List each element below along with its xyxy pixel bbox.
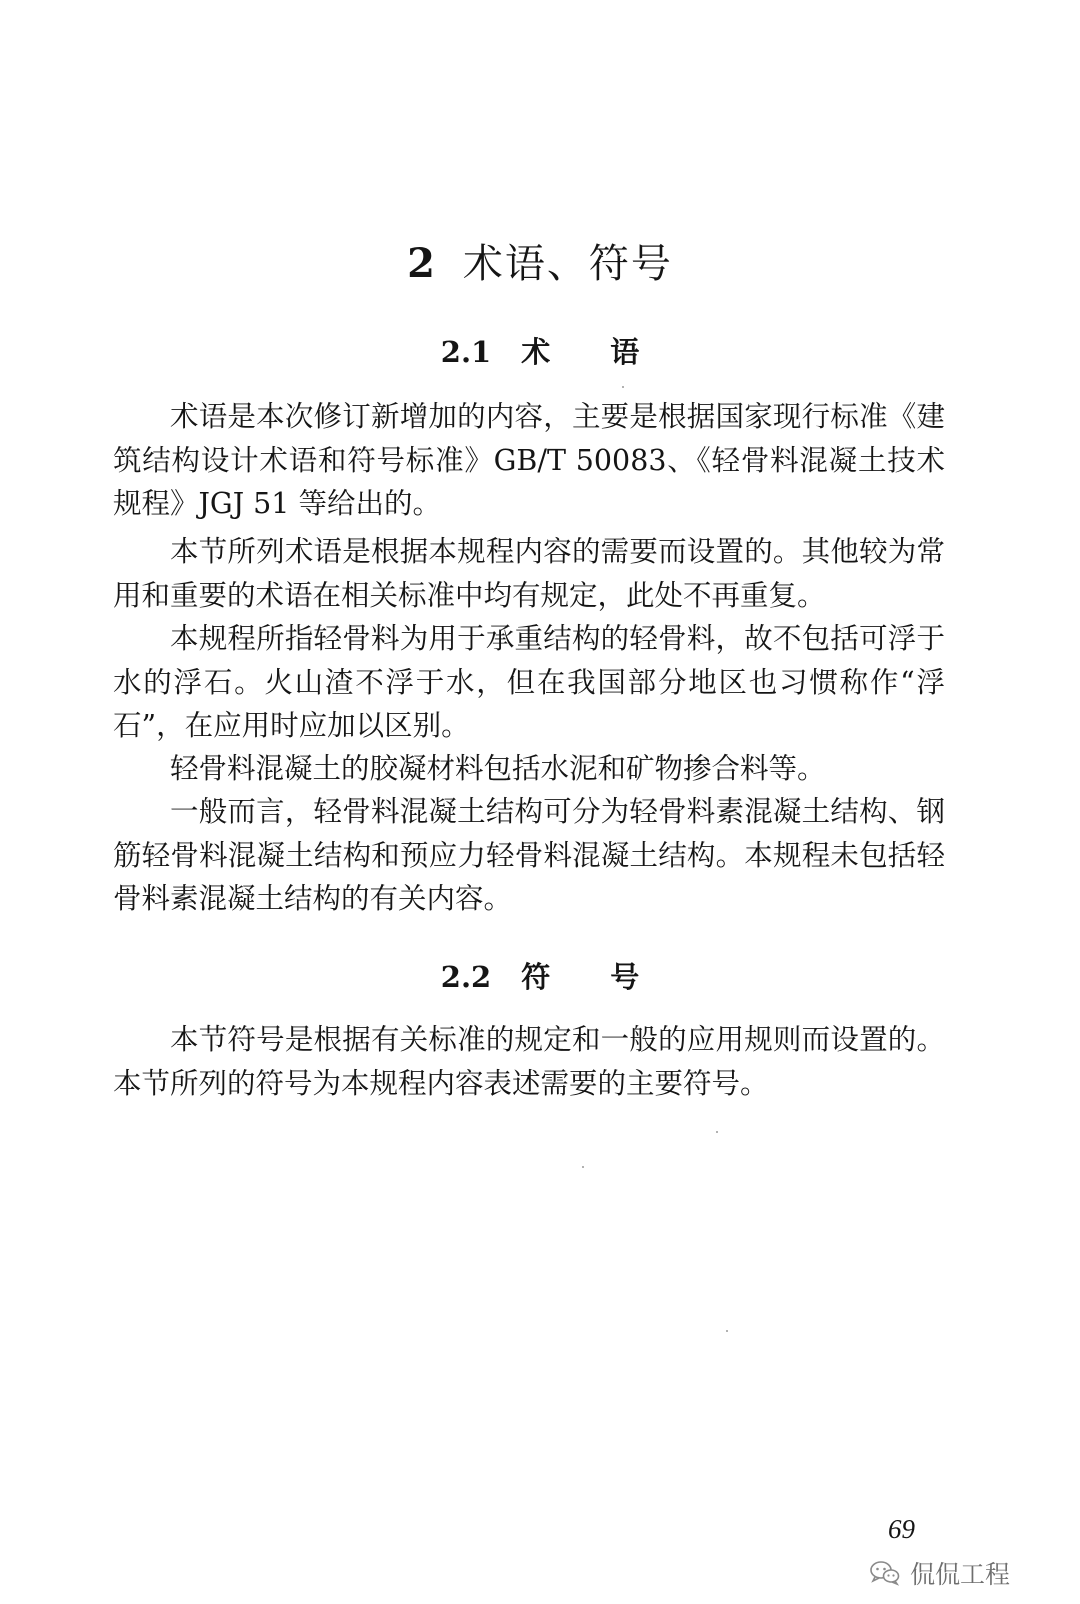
paragraph: 轻骨料混凝土的胶凝材料包括水泥和矿物掺合料等。 <box>170 752 826 785</box>
section-number: 2.1 <box>440 335 492 369</box>
section-number: 2.2 <box>440 960 492 994</box>
scan-speck <box>726 1330 728 1332</box>
wechat-icon <box>870 1560 900 1586</box>
watermark <box>870 1555 1010 1591</box>
watermark-text: 侃侃工程 <box>910 1560 1011 1589</box>
page-number: 69 <box>888 1514 915 1544</box>
paragraph: 一般而言，轻骨料混凝土结构可分为轻骨料素混凝土结构、钢筋轻骨料混凝土结构和预应力轻骨料混凝土结构。本规程未包括轻骨料素混凝土结构的有关内容。 <box>113 795 945 915</box>
paragraph: 本节所列术语是根据本规程内容的需要而设置的。其他较为常用和重要的术语在相关标准中均有规定，此处不再重复。 <box>113 535 945 612</box>
paragraph: 本规程所指轻骨料为用于承重结构的轻骨料，故不包括可浮于水的浮石。火山渣不浮于水，但在我国部分地区也习惯称作“浮石”，在应用时应加以区别。 <box>113 622 945 742</box>
section-heading-2-2 <box>0 955 1080 996</box>
chapter-title-text: 术语、符号 <box>462 241 673 287</box>
section-title: 术语 <box>521 335 700 369</box>
section-title: 符号 <box>521 960 700 994</box>
chapter-title <box>0 232 1080 289</box>
chapter-number: 2 <box>407 240 437 287</box>
scan-speck <box>622 386 624 388</box>
scan-speck <box>716 1131 718 1133</box>
scan-speck <box>582 1166 584 1168</box>
paragraph: 术语是本次修订新增加的内容，主要是根据国家现行标准《建筑结构设计术语和符号标准》GB/T 50083、《轻骨料混凝土技术规程》JGJ 51 等给出的。 <box>113 400 945 520</box>
section-heading-2-1 <box>0 330 1080 371</box>
paragraph: 本节符号是根据有关标准的规定和一般的应用规则而设置的。本节所列的符号为本规程内容表述需要的主要符号。 <box>113 1023 945 1100</box>
